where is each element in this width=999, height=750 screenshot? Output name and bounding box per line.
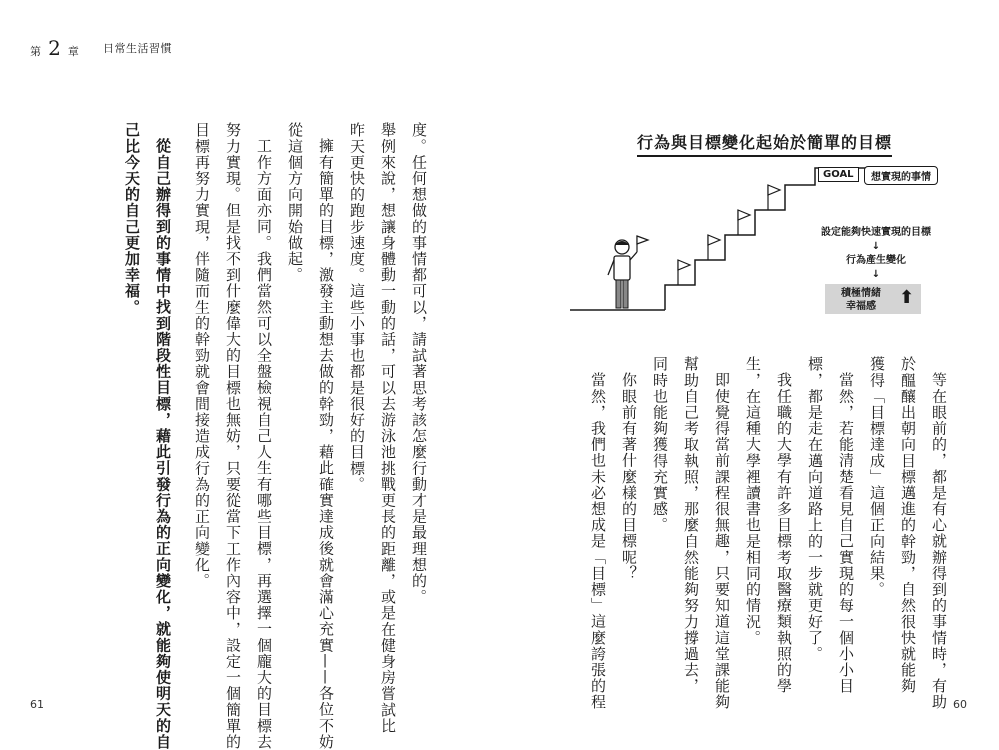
text-column: 等在眼前的，都是有心就辦得到的事情時，有助: [930, 372, 948, 711]
text-column: 生，在這種大學裡讀書也是相同的情況。: [744, 356, 762, 646]
result-box: [825, 284, 921, 314]
text-column: 你眼前有著什麼樣的目標呢？: [620, 372, 638, 582]
chapter-title: 日常生活習慣: [103, 42, 172, 55]
bold-text-column: 己比今天的自己更加幸福。: [123, 122, 141, 316]
chapter-prefix: 第: [30, 45, 41, 58]
up-arrow-icon: ⬆: [899, 287, 915, 308]
page-number-right: 60: [953, 698, 967, 711]
text-column: 工作方面亦同。我們當然可以全盤檢視自己人生有哪些目標，再選擇一個龐大的目標去: [255, 138, 273, 750]
text-column: 度。任何想做的事情都可以，請試著思考該怎麼行動才是最理想的。: [410, 122, 428, 605]
chapter-header: [30, 36, 79, 60]
text-column: 標，都是走在邁向道路上的一步就更好了。: [806, 356, 824, 662]
text-column: 同時也能夠獲得充實感。: [651, 356, 669, 534]
figure-title: 行為與目標變化起始於簡單的目標: [637, 130, 892, 157]
result-line-1: 積極情緒: [841, 288, 881, 299]
flag-icon: [738, 210, 750, 235]
goal-callout: 想實現的事情: [864, 166, 938, 185]
text-column: 即使覺得當前課程很無趣，只要知道這堂課能夠: [713, 372, 731, 711]
flag-icon: [768, 185, 780, 210]
text-column: 舉例來說，想讓身體動一動的話，可以去游泳池挑戰更長的距離，或是在健身房嘗試比: [379, 122, 397, 734]
flag-icon: [678, 260, 690, 285]
flow-arrow-icon: ↓: [871, 241, 881, 252]
person-icon: [608, 236, 648, 308]
chapter-number: 2: [48, 36, 61, 60]
text-column: 於醞釀出朝向目標邁進的幹勁，自然很快就能夠: [899, 356, 917, 695]
text-column: 目標再努力實現，伴隨而生的幹勁就會間接造成行為的正向變化。: [193, 122, 211, 589]
result-line-2: 幸福感: [846, 301, 876, 312]
text-column: 獲得「目標達成」這個正向結果。: [868, 356, 886, 598]
text-column: 我任職的大學有許多目標考取醫療類執照的學: [775, 372, 793, 694]
text-column: 當然，若能清楚看見自己實現的每一個小小目: [837, 372, 855, 694]
text-column: 努力實現。但是找不到什麼偉大的目標也無妨，只要從當下工作內容中，設定一個簡單的: [224, 122, 242, 750]
chapter-suffix: 章: [67, 45, 79, 58]
bold-text-column: 從自己辦得到的事情中找到階段性目標，藉此引發行為的正向變化，就能夠使明天的自: [154, 138, 172, 750]
goal-box: GOAL: [818, 167, 859, 182]
text-column: 當然，我們也未必想成是「目標」這麼誇張的程: [589, 372, 607, 711]
flow-step-1: 設定能夠快速實現的目標: [821, 227, 931, 238]
flow-arrow-icon: ↓: [871, 269, 881, 280]
flow-step-2: 行為產生變化: [846, 255, 906, 266]
text-column: 擁有簡單的目標，激發主動想去做的幹勁，藉此確實達成後就會滿心充實——各位不妨: [317, 138, 335, 750]
figure-flow: [806, 226, 946, 282]
text-column: 昨天更快的跑步速度。這些小事也都是很好的目標。: [348, 122, 366, 493]
page-number-left: 61: [30, 698, 44, 711]
text-column: 從這個方向開始做起。: [286, 122, 304, 283]
text-column: 幫助自己考取執照，那麼自然能夠努力撐過去，: [682, 356, 700, 695]
flag-icon: [708, 235, 720, 260]
